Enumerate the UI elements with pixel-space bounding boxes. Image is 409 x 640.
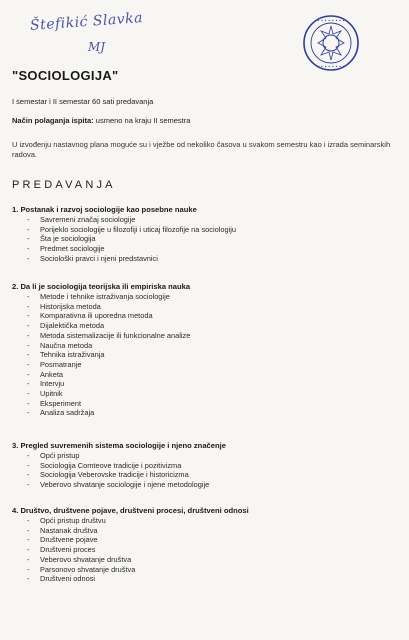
bullet-dash: - [27,301,30,311]
handwritten-signature: Štefikić Slavka [29,10,144,34]
topic-title: 2. Da li je sociologija teorijska ili empiriska nauka [12,282,191,291]
topic-item-text: Savremeni značaj sociologije [40,215,136,224]
exam-label: Način polaganja ispita: [12,116,94,125]
exam-value: usmeno na kraju II semestra [95,116,191,125]
topic-list-item [12,470,402,480]
topic-list-item [12,535,402,545]
bullet-dash: - [27,330,30,340]
bullet-dash: - [27,398,30,408]
topic-section [12,282,402,418]
seal-icon [302,14,360,72]
document-title: "SOCIOLOGIJA" [12,68,119,83]
topic-list-item [12,565,402,575]
topic-list [12,215,402,264]
topic-list-item [12,399,402,409]
topic-list-item [12,389,402,399]
topic-list-item [12,545,402,555]
svg-text:• • • • • • • •: • • • • • • • • [317,18,345,23]
topic-list-item [12,408,402,418]
topic-item-text: Parsonovo shvatanje društva [40,564,136,574]
topic-item-text: Predmet sociologije [40,244,105,254]
topic-list-item [12,234,402,244]
bullet-dash: - [27,564,30,574]
topic-list-item [12,215,402,225]
bullet-dash: - [27,224,30,234]
bullet-dash: - [27,379,30,389]
topic-item-text: Društvene pojave [40,535,98,545]
topic-item-text: Upitnik [40,389,63,399]
bullet-dash: - [27,535,30,545]
topic-item-text: Veberovo shvatanje sociologije i njene metodologije [40,480,210,490]
topic-item-text: Historijska metoda [40,301,101,311]
topic-item-text: Naučna metoda [40,340,93,350]
topic-list-item [12,254,402,264]
bullet-dash: - [27,340,30,350]
topic-item-text: Društveni proces [40,545,96,555]
bullet-dash: - [27,554,30,564]
topic-item-text: Opći pristup društvu [40,516,106,525]
bullet-dash: - [27,215,30,224]
topic-item-text: Porijeklo sociologije u filozofiji i uticaj filozofije na sociologiju [40,224,236,234]
bullet-dash: - [27,253,30,263]
topic-list-item [12,516,402,526]
topic-list-item [12,321,402,331]
topic-list [12,292,402,418]
bullet-dash: - [27,292,30,301]
bullet-dash: - [27,516,30,525]
topic-item-text: Tehnika istraživanja [40,350,105,360]
topic-item-text: Intervju [40,379,65,389]
topic-list-item [12,292,402,302]
topic-item-text: Sociologija Veberovske tradicije i historicizma [40,470,189,480]
lectures-heading: PREDAVANJA [12,179,116,191]
topic-list-item [12,341,402,351]
topic-item-text: Eksperiment [40,398,82,408]
topic-list-item [12,461,402,471]
bullet-dash: - [27,311,30,321]
topic-list-item [12,244,402,254]
topic-list-item [12,379,402,389]
bullet-dash: - [27,408,30,418]
bullet-dash: - [27,350,30,360]
topic-item-text: Društveni odnosi [40,574,96,584]
bullet-dash: - [27,525,30,535]
topic-list-item [12,451,402,461]
bullet-dash: - [27,545,30,555]
bullet-dash: - [27,359,30,369]
teaching-note: U izvođenju nastavnog plana moguće su i vježbe od nekoliko časova u svakom semestru kao i izrada seminarskih radova. [12,140,391,159]
topic-item-text: Veberovo shvatanje društva [40,554,132,564]
topic-item-text: Sociološki pravci i njeni predstavnici [40,253,158,263]
topic-item-text: Sociologija Comteove tradicije i pozitivizma [40,460,182,470]
semester-line: I semestar i II semestar 60 sati predavanja [12,97,154,106]
handwritten-initials: MJ [88,40,106,54]
topic-list-item [12,225,402,235]
topic-section [12,441,402,490]
bullet-dash: - [27,369,30,379]
topic-list-item [12,350,402,360]
topic-list-item [12,331,402,341]
topic-list-item [12,555,402,565]
bullet-dash: - [27,470,30,480]
topic-item-text: Opći pristup [40,451,80,460]
topic-section [12,506,402,584]
topic-item-text: Metoda sistemalizacije ili funkcionalne analize [40,330,191,340]
bullet-dash: - [27,234,30,244]
topic-item-text: Metode i tehnike istraživanja sociologije [40,292,170,301]
topic-list-item [12,526,402,536]
topic-list-item [12,311,402,321]
exam-line [12,116,190,125]
topic-list [12,451,402,490]
topic-item-text: Nastanak društva [40,525,98,535]
bullet-dash: - [27,460,30,470]
topic-item-text: Komparativna ili uporedna metoda [40,311,153,321]
topic-list-item [12,574,402,584]
topic-item-text: Analiza sadržaja [40,408,95,418]
topic-list-item [12,302,402,312]
topic-item-text: Posmatranje [40,359,82,369]
topic-list-item [12,360,402,370]
topic-title: 4. Društvo, društvene pojave, društveni procesi, društveni odnosi [12,506,249,515]
topic-title: 1. Postanak i razvoj sociologije kao posebne nauke [12,205,197,214]
topic-item-text: Dijalektička metoda [40,321,105,331]
bullet-dash: - [27,244,30,254]
topic-list-item [12,480,402,490]
bullet-dash: - [27,389,30,399]
svg-text:• • • • • • • •: • • • • • • • • [317,64,345,69]
bullet-dash: - [27,480,30,490]
topic-item-text: Anketa [40,369,64,379]
topic-title: 3. Pregled suvremenih sistema sociologije i njeno značenje [12,441,226,450]
topic-item-text: Šta je sociologija [40,234,96,244]
topic-section [12,205,402,264]
bullet-dash: - [27,321,30,331]
topic-list-item [12,370,402,380]
bullet-dash: - [27,451,30,460]
topic-list [12,516,402,584]
bullet-dash: - [27,574,30,584]
